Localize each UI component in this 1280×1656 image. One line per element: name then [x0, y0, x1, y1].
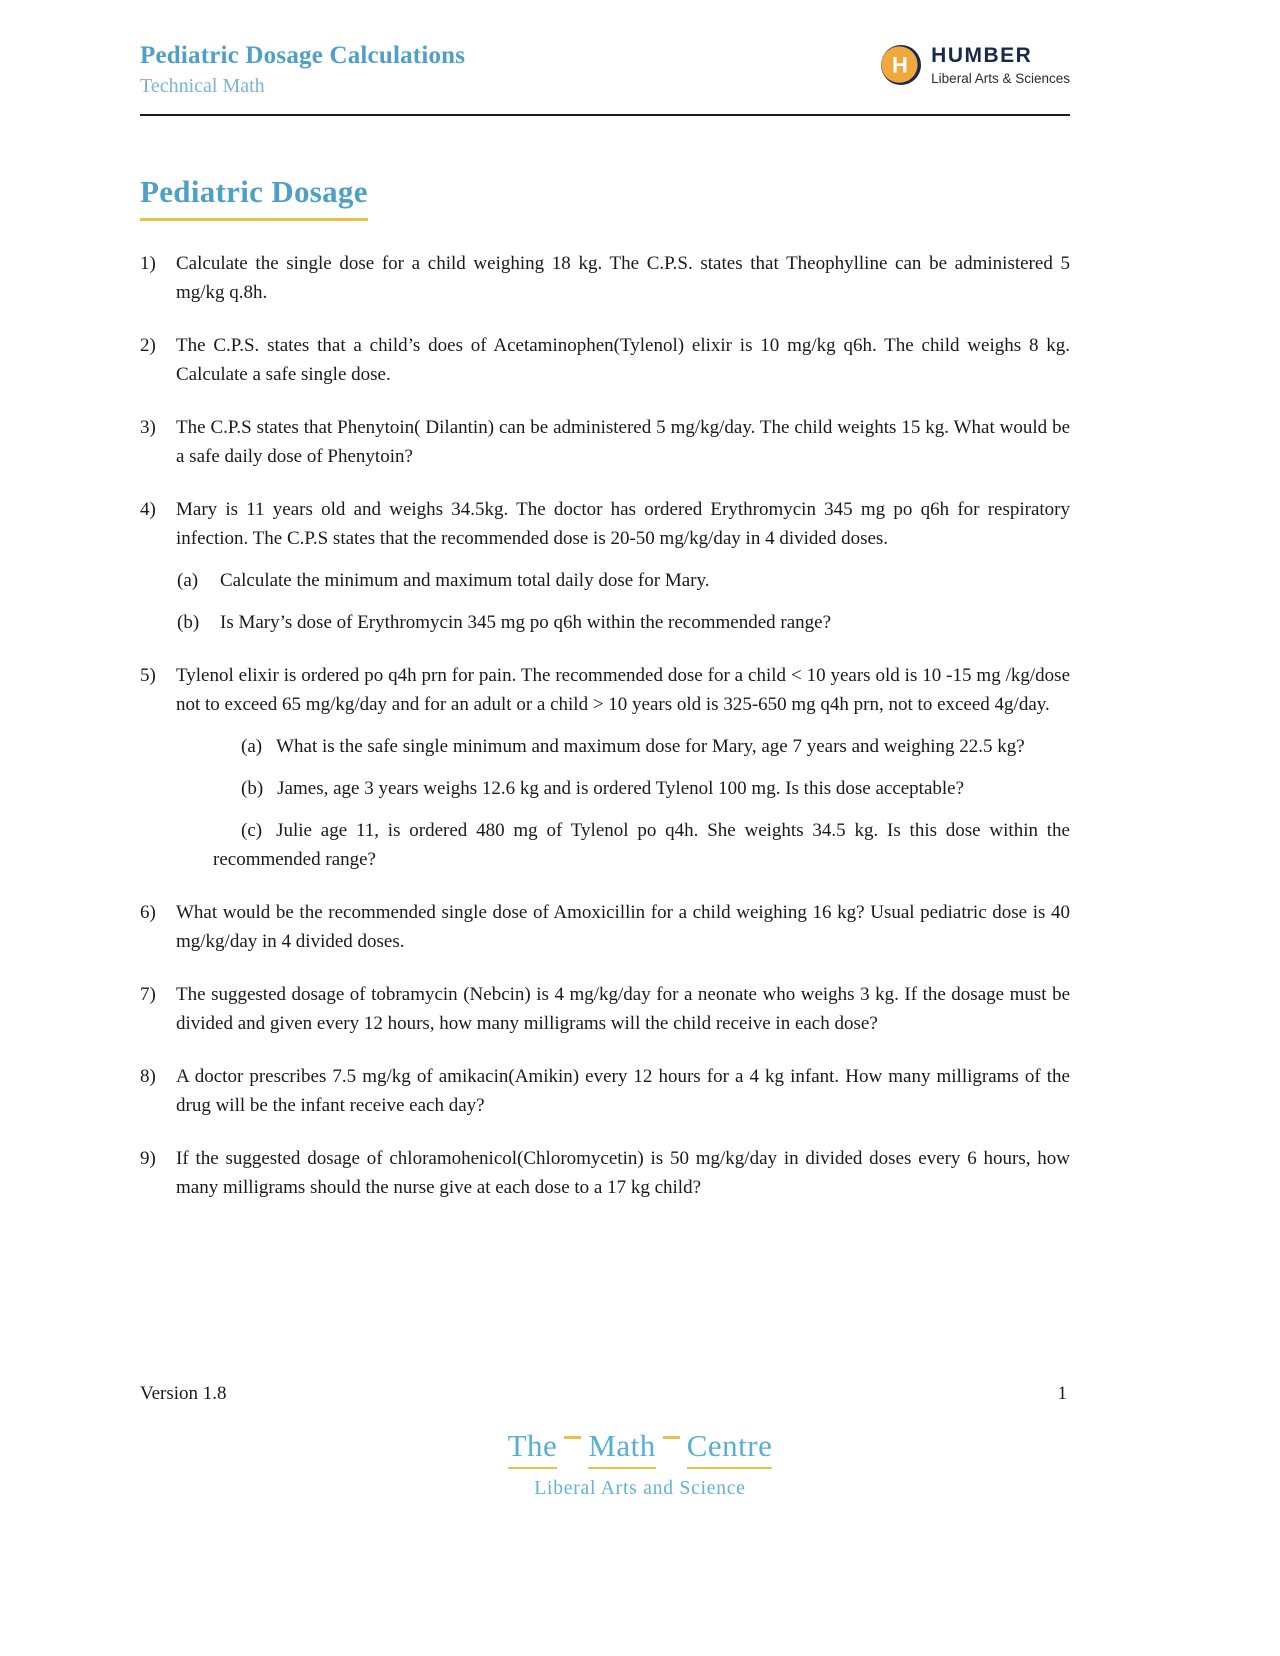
- math-centre-dash-icon: [564, 1436, 581, 1439]
- problem-item: [140, 1062, 1070, 1120]
- problem-number: 2): [140, 335, 156, 356]
- problem-text: If the suggested dosage of chloramohenicol(Chloromycetin) is 50 mg/kg/day in divided doses every 6 hours, how many milligrams should the nurse give at each dose to a 17 kg child?: [176, 1148, 1070, 1198]
- problem-number: 3): [140, 417, 156, 438]
- problem-item: [140, 331, 1070, 389]
- subitem-text: What is the safe single minimum and maximum dose for Mary, age 7 years and weighing 22.5 kg?: [276, 736, 1025, 757]
- problem-text: Calculate the single dose for a child weighing 18 kg. The C.P.S. states that Theophylline can be administered 5 mg/kg q.8h.: [176, 253, 1070, 303]
- page-number: 1: [1057, 1383, 1067, 1404]
- header-titles: [140, 42, 465, 98]
- document-subtitle: Technical Math: [140, 75, 265, 97]
- subitem-marker: (b): [241, 778, 264, 799]
- page-header: [140, 42, 1070, 98]
- document-body: [140, 174, 1070, 1202]
- problem-body: [176, 1062, 1070, 1120]
- humber-logo-tagline: Liberal Arts & Sciences: [931, 70, 1070, 86]
- problem-number: 1): [140, 253, 156, 274]
- document-title: Pediatric Dosage Calculations: [140, 42, 466, 69]
- subitem-marker: (a): [241, 736, 263, 757]
- math-centre-word: Math: [588, 1428, 655, 1469]
- problem-text: Tylenol elixir is ordered po q4h prn for pain. The recommended dose for a child < 10 years old is 10 -15 mg /kg/dose not to exceed 65 mg/kg/day and for an adult or a child > 10 years old is 325-650 mg q4h prn, not to exceed 4g/day.: [176, 665, 1070, 715]
- humber-logo-text: [931, 44, 1070, 85]
- problem-body: [176, 331, 1070, 389]
- problem-body: [176, 1144, 1070, 1202]
- subitem-text: Calculate the minimum and maximum total daily dose for Mary.: [220, 570, 710, 591]
- problem-text: What would be the recommended single dose of Amoxicillin for a child weighing 16 kg? Usual pediatric dose is 40 mg/kg/day in 4 divided doses.: [176, 902, 1070, 952]
- problem-body: [176, 980, 1070, 1038]
- problem-body: [176, 661, 1070, 874]
- problem-body: [176, 898, 1070, 956]
- problem-item: [140, 980, 1070, 1038]
- problem-number: 4): [140, 499, 156, 520]
- humber-logo: [880, 44, 1070, 86]
- problem-item: [140, 249, 1070, 307]
- humber-logo-name: HUMBER: [931, 44, 1033, 68]
- humber-logo-icon: [880, 44, 922, 86]
- problem-subitem: [213, 774, 1070, 803]
- math-centre-subtitle: Liberal Arts and Science: [534, 1478, 746, 1499]
- problem-body: [176, 413, 1070, 471]
- problem-number: 7): [140, 984, 156, 1005]
- problem-item: [140, 1144, 1070, 1202]
- problem-text: The C.P.S. states that a child’s does of Acetaminophen(Tylenol) elixir is 10 mg/kg q6h. The child weighs 8 kg. Calculate a safe single dose.: [176, 335, 1070, 385]
- problem-item: [140, 661, 1070, 874]
- math-centre-title: [0, 1428, 1280, 1469]
- subitem-marker: (a): [177, 570, 199, 591]
- footer-meta: [140, 1383, 1067, 1405]
- problem-body: [176, 495, 1070, 637]
- problem-subitem: [213, 732, 1070, 761]
- math-centre-word: The: [508, 1428, 558, 1469]
- subitem-marker: (c): [241, 820, 263, 841]
- subitem-marker: (b): [177, 612, 200, 633]
- math-centre-word: Centre: [687, 1428, 773, 1469]
- section-heading-wrap: [140, 174, 1070, 221]
- problem-number: 9): [140, 1148, 156, 1169]
- subitem-text: Julie age 11, is ordered 480 mg of Tylenol po q4h. She weights 34.5 kg. Is this dose within the recommended range?: [213, 820, 1070, 870]
- problem-text: The suggested dosage of tobramycin (Nebcin) is 4 mg/kg/day for a neonate who weighs 3 kg. If the dosage must be divided and given every 12 hours, how many milligrams will the child receive in each dose?: [176, 984, 1070, 1034]
- problem-item: [140, 413, 1070, 471]
- problem-number: 6): [140, 902, 156, 923]
- math-centre-dash-icon: [663, 1436, 680, 1439]
- problem-subitem: [176, 566, 1070, 595]
- problem-text: Mary is 11 years old and weighs 34.5kg. The doctor has ordered Erythromycin 345 mg po q6h for respiratory infection. The C.P.S states that the recommended dose is 20-50 mg/kg/day in 4 divided doses.: [176, 499, 1070, 549]
- svg-text:H: H: [892, 52, 909, 78]
- problem-body: [176, 249, 1070, 307]
- problem-list: [140, 249, 1070, 1202]
- version-label: Version 1.8: [140, 1383, 227, 1404]
- header-divider: [140, 114, 1070, 116]
- math-centre-logo: [0, 1428, 1280, 1500]
- problem-number: 5): [140, 665, 156, 686]
- problem-number: 8): [140, 1066, 156, 1087]
- problem-subitem: [176, 608, 1070, 637]
- problem-item: [140, 495, 1070, 637]
- problem-text: A doctor prescribes 7.5 mg/kg of amikacin(Amikin) every 12 hours for a 4 kg infant. How many milligrams of the drug will be the infant receive each day?: [176, 1066, 1070, 1116]
- section-heading: Pediatric Dosage: [140, 174, 368, 221]
- subitem-text: Is Mary’s dose of Erythromycin 345 mg po q6h within the recommended range?: [220, 612, 832, 633]
- problem-item: [140, 898, 1070, 956]
- problem-text: The C.P.S states that Phenytoin( Dilantin) can be administered 5 mg/kg/day. The child weights 15 kg. What would be a safe daily dose of Phenytoin?: [176, 417, 1070, 467]
- subitem-text: James, age 3 years weighs 12.6 kg and is ordered Tylenol 100 mg. Is this dose acceptable?: [277, 778, 965, 799]
- problem-subitem: [213, 816, 1070, 874]
